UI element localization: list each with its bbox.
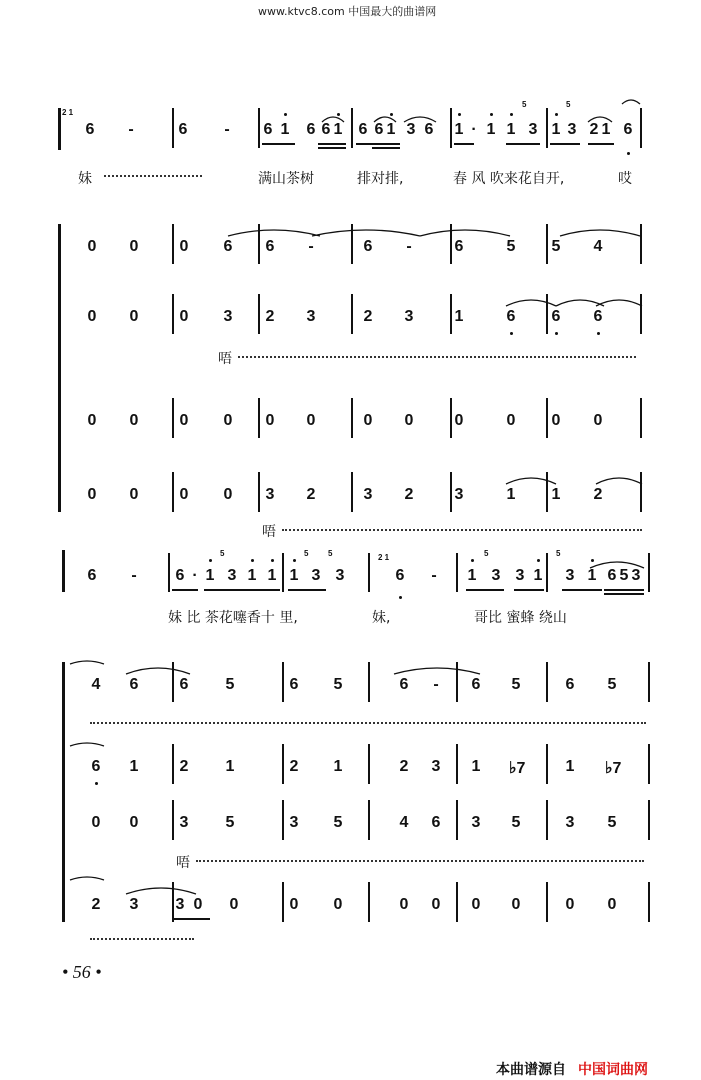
grace-note: 5: [556, 549, 561, 558]
note: 6: [593, 308, 603, 325]
note: 1: [205, 567, 215, 584]
note: 2: [179, 758, 189, 775]
note: 6: [565, 676, 575, 693]
lyric-text: 哎: [618, 171, 632, 187]
slur: [622, 100, 640, 104]
grace-note: 5: [304, 549, 309, 558]
note: 4: [593, 238, 603, 255]
note: 3: [567, 121, 577, 138]
note: 6: [551, 308, 561, 325]
note: 1: [454, 121, 464, 138]
note: 6: [223, 238, 233, 255]
barline: [456, 882, 458, 922]
note: 2: [265, 308, 275, 325]
note: 1: [565, 758, 575, 775]
note: 3: [175, 896, 185, 913]
octave-dot-below: [399, 596, 402, 599]
barline: [368, 882, 370, 922]
octave-dot-below: [510, 332, 513, 335]
grace-note: 2 1: [378, 553, 390, 562]
note: 1: [601, 121, 611, 138]
note: 0: [91, 814, 101, 831]
slur: [312, 230, 420, 236]
note: 3: [471, 814, 481, 831]
barline: [456, 800, 458, 840]
barline: [648, 744, 650, 784]
note: 3: [631, 567, 641, 584]
beam-underline: [318, 143, 346, 145]
note: 1: [386, 121, 396, 138]
barline: [172, 882, 174, 922]
note: -: [224, 121, 230, 138]
note: 6: [623, 121, 633, 138]
barline: [172, 744, 174, 784]
slur: [420, 230, 510, 236]
barline: [368, 662, 370, 702]
barline: [456, 744, 458, 784]
barline: [546, 800, 548, 840]
note: 5: [511, 676, 521, 693]
footer-source: [496, 1059, 648, 1079]
barline: [258, 294, 260, 334]
note: 1: [551, 486, 561, 503]
page-number: • 56 •: [62, 962, 102, 982]
note: 6: [91, 758, 101, 775]
octave-dot-above: [471, 559, 474, 562]
note: 0: [87, 412, 97, 429]
grace-note: 5: [328, 549, 333, 558]
barline: [258, 472, 260, 512]
note: 5: [506, 238, 516, 255]
note: 3: [223, 308, 233, 325]
barline: [648, 882, 650, 922]
beam-underline: [604, 593, 644, 595]
octave-dot-above: [458, 113, 461, 116]
slur: [228, 230, 320, 236]
note: 2: [589, 121, 599, 138]
octave-dot-above: [209, 559, 212, 562]
note: 3: [265, 486, 275, 503]
note: 0: [179, 238, 189, 255]
beam-underline: [466, 589, 504, 591]
note-dot: ·: [471, 121, 477, 138]
note: 0: [506, 412, 516, 429]
barline: [258, 108, 260, 148]
note-dot: ·: [192, 567, 198, 584]
note: 3: [528, 121, 538, 138]
barline: [282, 662, 284, 702]
system-brace: [62, 662, 65, 922]
barline: [546, 398, 548, 438]
slur: [560, 230, 640, 236]
note: 5: [225, 676, 235, 693]
octave-dot-above: [537, 559, 540, 562]
barline: [351, 108, 353, 148]
note: 1: [225, 758, 235, 775]
barline: [546, 553, 548, 592]
barline: [546, 224, 548, 264]
barline: [172, 472, 174, 512]
note: 1: [289, 567, 299, 584]
beam-underline: [204, 589, 280, 591]
vocal-syllable: 唔: [176, 855, 190, 871]
beam-underline: [356, 143, 400, 145]
note: 2: [593, 486, 603, 503]
grace-note: 5: [484, 549, 489, 558]
barline: [351, 472, 353, 512]
note: 0: [511, 896, 521, 913]
note: ♭7: [605, 760, 622, 777]
barline: [546, 662, 548, 702]
note: 3: [306, 308, 316, 325]
barline: [282, 882, 284, 922]
barline: [282, 744, 284, 784]
note: 6: [129, 676, 139, 693]
barline: [648, 800, 650, 840]
note: 0: [87, 308, 97, 325]
note: 1: [471, 758, 481, 775]
note: 3: [129, 896, 139, 913]
note: 5: [333, 676, 343, 693]
barline: [368, 744, 370, 784]
barline: [351, 224, 353, 264]
note: 1: [506, 486, 516, 503]
note: 1: [333, 121, 343, 138]
note: -: [406, 238, 412, 255]
note: 0: [179, 308, 189, 325]
dotted-extension: [282, 529, 642, 531]
barline: [172, 800, 174, 840]
note: 4: [399, 814, 409, 831]
system-brace: [58, 108, 61, 150]
note: 5: [607, 814, 617, 831]
note: -: [431, 567, 437, 584]
note: 3: [515, 567, 525, 584]
barline: [640, 472, 642, 512]
note: 0: [193, 896, 203, 913]
note: 3: [491, 567, 501, 584]
note: 0: [129, 308, 139, 325]
note: 6: [607, 567, 617, 584]
note: 1: [129, 758, 139, 775]
note: 6: [263, 121, 273, 138]
vocal-syllable: 唔: [218, 351, 232, 367]
beam-underline: [172, 918, 210, 920]
note: 0: [454, 412, 464, 429]
note: 3: [311, 567, 321, 584]
beam-underline: [550, 143, 580, 145]
lyric-text: 春 风 吹来花自开,: [453, 171, 565, 187]
grace-note: 2 1: [62, 108, 74, 117]
note: 0: [129, 486, 139, 503]
beam-underline: [172, 589, 198, 591]
note: 0: [471, 896, 481, 913]
grace-note: 5: [522, 100, 527, 109]
note: 0: [179, 412, 189, 429]
note: 6: [471, 676, 481, 693]
octave-dot-above: [591, 559, 594, 562]
lyric-text: 妹: [78, 171, 92, 187]
note: 0: [431, 896, 441, 913]
barline: [172, 662, 174, 702]
octave-dot-above: [293, 559, 296, 562]
barline: [172, 398, 174, 438]
barline: [640, 224, 642, 264]
note: 6: [454, 238, 464, 255]
note: 0: [306, 412, 316, 429]
footer-label: 本曲谱源自: [496, 1062, 566, 1078]
note: 6: [87, 567, 97, 584]
barline: [546, 108, 548, 148]
note: 0: [229, 896, 239, 913]
note: 5: [511, 814, 521, 831]
beam-underline: [454, 143, 474, 145]
note: 6: [424, 121, 434, 138]
barline: [640, 294, 642, 334]
barline: [282, 553, 284, 592]
barline: [640, 108, 642, 148]
note: 1: [506, 121, 516, 138]
note: 0: [363, 412, 373, 429]
lyric-text: 妹 比 茶花噻香十 里,: [168, 610, 298, 626]
grace-note: 5: [566, 100, 571, 109]
beam-underline: [588, 143, 614, 145]
barline: [450, 472, 452, 512]
note: 0: [129, 238, 139, 255]
note: 2: [306, 486, 316, 503]
octave-dot-above: [251, 559, 254, 562]
octave-dot-above: [390, 113, 393, 116]
barline: [456, 662, 458, 702]
note: -: [128, 121, 134, 138]
beam-underline: [604, 589, 644, 591]
note: 3: [565, 814, 575, 831]
beam-underline: [506, 143, 540, 145]
dotted-extension: [90, 722, 646, 724]
slur: [126, 668, 190, 674]
note: 0: [87, 486, 97, 503]
note: 2: [404, 486, 414, 503]
lyric-text: 哥比 蜜蜂 绕山: [474, 610, 567, 626]
note: 1: [551, 121, 561, 138]
note: 1: [267, 567, 277, 584]
octave-dot-below: [597, 332, 600, 335]
note: 3: [363, 486, 373, 503]
barline: [648, 662, 650, 702]
note: 0: [404, 412, 414, 429]
site-header: www.ktvc8.com 中国最大的曲谱网: [258, 5, 437, 18]
note: 0: [399, 896, 409, 913]
slur: [394, 668, 480, 674]
note: 2: [399, 758, 409, 775]
note: 0: [289, 896, 299, 913]
barline: [172, 224, 174, 264]
note: 2: [289, 758, 299, 775]
note: 6: [179, 676, 189, 693]
octave-dot-below: [555, 332, 558, 335]
note: 3: [565, 567, 575, 584]
note: 0: [87, 238, 97, 255]
barline: [450, 224, 452, 264]
note: 0: [565, 896, 575, 913]
octave-dot-above: [284, 113, 287, 116]
note: 5: [333, 814, 343, 831]
note: 1: [247, 567, 257, 584]
note: 3: [431, 758, 441, 775]
note: 5: [619, 567, 629, 584]
barline: [351, 398, 353, 438]
note: 5: [225, 814, 235, 831]
note: 1: [486, 121, 496, 138]
octave-dot-above: [337, 113, 340, 116]
slur: [596, 478, 642, 484]
barline: [546, 472, 548, 512]
note: 6: [321, 121, 331, 138]
barline: [456, 553, 458, 592]
barline: [546, 882, 548, 922]
note: 6: [374, 121, 384, 138]
note: 5: [607, 676, 617, 693]
octave-dot-above: [271, 559, 274, 562]
barline: [640, 398, 642, 438]
beam-underline: [288, 589, 326, 591]
note: 4: [91, 676, 101, 693]
barline: [368, 553, 370, 592]
note: 2: [91, 896, 101, 913]
note: 1: [533, 567, 543, 584]
note: 6: [358, 121, 368, 138]
note: -: [131, 567, 137, 584]
note: 6: [306, 121, 316, 138]
lyric-text: 妹,: [372, 610, 391, 626]
barline: [172, 294, 174, 334]
dotted-extension: [196, 860, 644, 862]
barline: [450, 294, 452, 334]
beam-underline: [514, 589, 544, 591]
note: 1: [467, 567, 477, 584]
note: -: [433, 676, 439, 693]
note: 6: [85, 121, 95, 138]
note: ♭7: [509, 760, 526, 777]
octave-dot-below: [627, 152, 630, 155]
note: 0: [179, 486, 189, 503]
system-brace: [62, 550, 65, 592]
barline: [546, 294, 548, 334]
slur: [126, 888, 196, 894]
note: 0: [129, 814, 139, 831]
note: 6: [395, 567, 405, 584]
slur: [506, 478, 556, 484]
note: 0: [333, 896, 343, 913]
barline: [648, 553, 650, 592]
octave-dot-above: [510, 113, 513, 116]
barline: [258, 224, 260, 264]
note: 0: [129, 412, 139, 429]
note: 3: [227, 567, 237, 584]
octave-dot-below: [95, 782, 98, 785]
note: 0: [265, 412, 275, 429]
barline: [450, 398, 452, 438]
note: 6: [175, 567, 185, 584]
dotted-extension: [90, 938, 194, 940]
note: 3: [289, 814, 299, 831]
beam-underline: [372, 147, 400, 149]
barline: [258, 398, 260, 438]
note: 3: [335, 567, 345, 584]
note: 0: [607, 896, 617, 913]
dotted-extension: [238, 356, 636, 358]
note: -: [308, 238, 314, 255]
beam-underline: [562, 589, 602, 591]
beam-underline: [262, 143, 295, 145]
beam-underline: [318, 147, 346, 149]
note: 6: [363, 238, 373, 255]
note: 6: [178, 121, 188, 138]
lyric-text: 满山茶树: [258, 171, 314, 187]
note: 1: [454, 308, 464, 325]
note: 0: [551, 412, 561, 429]
note: 3: [404, 308, 414, 325]
note: 5: [551, 238, 561, 255]
slur: [70, 877, 104, 880]
note: 3: [406, 121, 416, 138]
note: 0: [593, 412, 603, 429]
barline: [546, 744, 548, 784]
barline: [168, 553, 170, 592]
note: 1: [587, 567, 597, 584]
note: 0: [223, 412, 233, 429]
slur: [70, 661, 104, 664]
grace-note: 5: [220, 549, 225, 558]
lyric-text: 排对排,: [357, 171, 404, 187]
note: 6: [506, 308, 516, 325]
barline: [368, 800, 370, 840]
slur: [70, 743, 104, 746]
system-brace: [58, 224, 61, 512]
note: 1: [280, 121, 290, 138]
vocal-syllable: 唔: [262, 524, 276, 540]
barline: [351, 294, 353, 334]
note: 6: [399, 676, 409, 693]
note: 0: [223, 486, 233, 503]
octave-dot-above: [555, 113, 558, 116]
barline: [282, 800, 284, 840]
slur: [506, 300, 556, 306]
dotted-extension: [104, 175, 202, 177]
note: 2: [363, 308, 373, 325]
footer-brand: 中国词曲网: [578, 1062, 648, 1078]
note: 1: [333, 758, 343, 775]
note: 6: [265, 238, 275, 255]
note: 3: [454, 486, 464, 503]
barline: [172, 108, 174, 148]
octave-dot-above: [490, 113, 493, 116]
note: 6: [289, 676, 299, 693]
note: 6: [431, 814, 441, 831]
note: 3: [179, 814, 189, 831]
